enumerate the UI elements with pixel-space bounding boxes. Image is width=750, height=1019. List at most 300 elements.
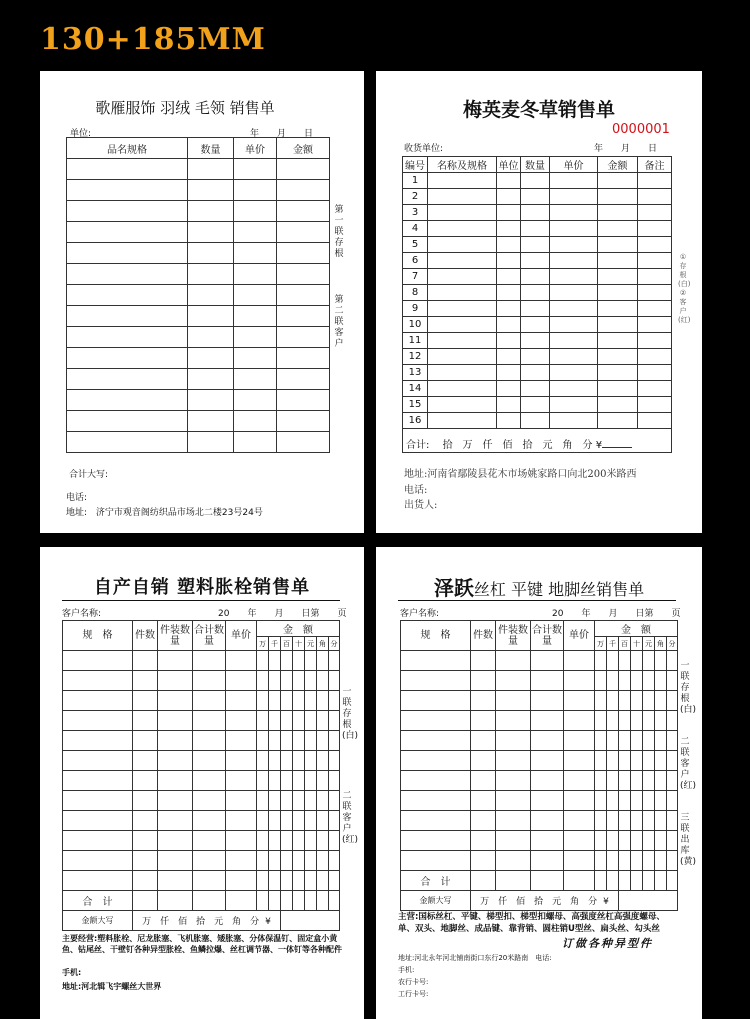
table-cell [643, 831, 655, 851]
table-cell [277, 159, 330, 180]
table-cell [293, 691, 305, 711]
table-cell [257, 851, 269, 871]
table-row [63, 791, 340, 811]
table-cell [595, 691, 607, 711]
table-cell [188, 306, 234, 327]
table-cell [269, 671, 281, 691]
table-cell [598, 173, 638, 189]
mobile-label: 手机: [62, 968, 82, 977]
table-cell [158, 851, 193, 871]
digit-header: 角 [317, 637, 329, 651]
table-cell [257, 671, 269, 691]
table-cell [234, 306, 277, 327]
table-cell [521, 269, 550, 285]
table-cell [655, 691, 667, 711]
table-cell [428, 173, 497, 189]
table-cell [564, 711, 595, 731]
table-cell [317, 871, 329, 891]
table-row [403, 397, 672, 413]
table-cell [234, 285, 277, 306]
table-cell [655, 831, 667, 851]
date-label: 年 月 日 [594, 144, 658, 154]
table-cell [471, 671, 496, 691]
table-cell [598, 349, 638, 365]
table-cell [667, 711, 678, 731]
table-cell [188, 369, 234, 390]
table-row [403, 285, 672, 301]
table-cell [293, 731, 305, 751]
table-row [67, 264, 330, 285]
table-cell [293, 671, 305, 691]
table-cell [329, 811, 340, 831]
capital-label: 金额大写 [401, 891, 471, 911]
address-line [66, 505, 263, 518]
table-row [403, 413, 672, 429]
table-cell [317, 851, 329, 871]
table-cell [667, 811, 678, 831]
table-cell [226, 751, 257, 771]
table-cell [607, 711, 619, 731]
capital-amount [619, 891, 678, 911]
table-cell [598, 205, 638, 221]
table-cell [63, 731, 133, 751]
capital-units-text: 万 仟 佰 拾 元 角 分 [480, 897, 598, 907]
table-cell [63, 691, 133, 711]
column-header: 合计数量 [193, 621, 226, 651]
table-cell [497, 397, 521, 413]
table-cell [158, 771, 193, 791]
table-cell [496, 691, 531, 711]
table-cell [638, 205, 672, 221]
table-cell [598, 221, 638, 237]
size-header: 130+185MM [40, 22, 266, 57]
table-cell [471, 811, 496, 831]
table-cell [496, 711, 531, 731]
table-row [67, 432, 330, 453]
table-cell [595, 671, 607, 691]
table-cell [655, 731, 667, 751]
capital-units [133, 911, 281, 931]
table-cell [277, 327, 330, 348]
table-cell [293, 871, 305, 891]
table-cell [428, 253, 497, 269]
digit-header: 十 [631, 637, 643, 651]
table-cell [226, 791, 257, 811]
sum-label: 合 计 [63, 891, 133, 911]
form-title [376, 572, 702, 601]
table-cell [317, 831, 329, 851]
table-cell [496, 871, 531, 891]
table-row [67, 222, 330, 243]
table-row [67, 201, 330, 222]
table-cell [497, 301, 521, 317]
table-cell [607, 791, 619, 811]
capital-row [401, 891, 678, 911]
table-cell [401, 831, 471, 851]
header-row [63, 621, 340, 637]
copy-label-stub: 一联存根(白) [680, 661, 697, 715]
table-cell [277, 243, 330, 264]
table-cell [257, 691, 269, 711]
table-cell [293, 811, 305, 831]
table-cell [607, 771, 619, 791]
table-cell [497, 173, 521, 189]
table-cell [521, 285, 550, 301]
table-cell [234, 222, 277, 243]
table-cell [281, 811, 293, 831]
table-cell [329, 891, 340, 911]
table-row [67, 327, 330, 348]
table-row [67, 390, 330, 411]
table-cell [277, 390, 330, 411]
address-text: 济宁市观音阁纺织品市场北二楼23号24号 [95, 508, 263, 518]
table-cell [531, 651, 564, 671]
table-cell [269, 791, 281, 811]
table-cell [638, 221, 672, 237]
table-cell [631, 671, 643, 691]
table-cell [67, 222, 188, 243]
total-label: 合计: [406, 440, 430, 451]
table-cell [631, 651, 643, 671]
table-cell [550, 301, 598, 317]
shipper-label: 出货人: [404, 500, 438, 511]
digit-header: 百 [619, 637, 631, 651]
table-cell [329, 671, 340, 691]
table-cell [277, 285, 330, 306]
table-cell [226, 671, 257, 691]
capital-amount [281, 911, 340, 931]
table-cell [67, 327, 188, 348]
table-cell [471, 771, 496, 791]
table-cell [293, 651, 305, 671]
table-cell [293, 791, 305, 811]
table-cell [188, 222, 234, 243]
table-cell [329, 771, 340, 791]
table-cell [496, 651, 531, 671]
table-cell [595, 751, 607, 771]
table-cell [234, 369, 277, 390]
table-cell [63, 871, 133, 891]
table-cell [550, 397, 598, 413]
table-cell [401, 851, 471, 871]
table-cell [226, 851, 257, 871]
table-cell [329, 871, 340, 891]
table-cell [158, 811, 193, 831]
table-cell [67, 432, 188, 453]
table-cell [193, 771, 226, 791]
table-cell [193, 791, 226, 811]
sum-row [401, 871, 678, 891]
table-cell [305, 791, 317, 811]
table-cell [281, 851, 293, 871]
row-number: 10 [403, 317, 428, 333]
table-cell [550, 285, 598, 301]
table-cell [133, 711, 158, 731]
table-cell [619, 831, 631, 851]
form-title: 梅英麦冬草销售单 [462, 99, 615, 121]
sales-form-anchor-bolt [40, 547, 364, 1019]
table-cell [631, 731, 643, 751]
column-header: 金额 [277, 138, 330, 159]
table-cell [329, 651, 340, 671]
table-cell [67, 264, 188, 285]
table-cell [257, 811, 269, 831]
table-row [403, 173, 672, 189]
sales-form-garment [40, 71, 364, 533]
table-cell [531, 831, 564, 851]
capital-label: 金额大写 [63, 911, 133, 931]
table-cell [638, 365, 672, 381]
digit-header: 元 [643, 637, 655, 651]
table-cell [293, 771, 305, 791]
table-cell [521, 381, 550, 397]
table-cell [257, 651, 269, 671]
table-cell [497, 285, 521, 301]
table-cell [595, 851, 607, 871]
table-cell [281, 711, 293, 731]
table-cell [401, 791, 471, 811]
table-cell [67, 348, 188, 369]
table-cell [133, 831, 158, 851]
table-row [67, 159, 330, 180]
table-cell [607, 651, 619, 671]
table-cell [531, 811, 564, 831]
table-cell [619, 691, 631, 711]
copy-label-customer: 二联客户(红) [680, 737, 697, 791]
table-row [63, 651, 340, 671]
table-row [401, 651, 678, 671]
table-cell [471, 731, 496, 751]
table-row [403, 237, 672, 253]
table-row [67, 306, 330, 327]
header-row [401, 621, 678, 637]
table-cell [595, 771, 607, 791]
table-row [63, 731, 340, 751]
table-cell [188, 180, 234, 201]
business-scope: 主要经营:塑料胀栓、尼龙胀塞、飞机胀塞、矮胀塞、分体保温钉、固定盒小黄鱼、钻尾丝、干壁钉各种异型胀栓、鱼鳞拉爆、丝杠调节器、一体钉等各种配件 [62, 934, 342, 954]
customer-label: 客户名称: [400, 609, 440, 619]
table-cell [133, 871, 158, 891]
table-cell [329, 751, 340, 771]
row-number: 7 [403, 269, 428, 285]
phone-label: 电话: [404, 485, 428, 496]
table-cell [234, 390, 277, 411]
table-cell [598, 333, 638, 349]
table-cell [401, 751, 471, 771]
table-cell [598, 397, 638, 413]
table-cell [305, 651, 317, 671]
row-number: 16 [403, 413, 428, 429]
table-cell [496, 771, 531, 791]
table-cell [550, 333, 598, 349]
address-text: 地址:河北辑飞宇螺丝大世界 [62, 982, 162, 991]
table-cell [531, 671, 564, 691]
table-cell [531, 711, 564, 731]
table-cell [619, 711, 631, 731]
table-cell [67, 180, 188, 201]
table-cell [329, 731, 340, 751]
table-cell [631, 751, 643, 771]
table-cell [193, 651, 226, 671]
table-row [401, 671, 678, 691]
row-number: 1 [403, 173, 428, 189]
table-row [67, 411, 330, 432]
table-cell [496, 811, 531, 831]
table-cell [643, 851, 655, 871]
table-cell [595, 731, 607, 751]
table-cell [531, 851, 564, 871]
table-cell [188, 264, 234, 285]
table-cell [497, 269, 521, 285]
table-cell [638, 397, 672, 413]
table-cell [305, 871, 317, 891]
table-cell [521, 349, 550, 365]
table-cell [667, 871, 678, 891]
table-cell [281, 751, 293, 771]
table-cell [631, 831, 643, 851]
table-cell [428, 397, 497, 413]
table-cell [638, 189, 672, 205]
table-cell [257, 751, 269, 771]
table-cell [655, 671, 667, 691]
table-cell [317, 651, 329, 671]
table-cell [305, 731, 317, 751]
table-row [63, 711, 340, 731]
table-cell [595, 791, 607, 811]
customer-label: 客户名称: [62, 609, 102, 619]
table-cell [158, 651, 193, 671]
table-cell [269, 771, 281, 791]
table-cell [305, 851, 317, 871]
table-cell [193, 871, 226, 891]
table-cell [401, 691, 471, 711]
column-header: 规 格 [401, 621, 471, 651]
table-cell [531, 691, 564, 711]
table-cell [638, 285, 672, 301]
table-cell [329, 791, 340, 811]
form-title: 歌雁服饰 羽绒 毛领 销售单 [95, 99, 275, 117]
table-cell [550, 317, 598, 333]
table-cell [269, 731, 281, 751]
table-cell [234, 411, 277, 432]
table-cell [471, 831, 496, 851]
table-cell [643, 691, 655, 711]
table-row [401, 751, 678, 771]
table-cell [277, 432, 330, 453]
table-cell [281, 891, 293, 911]
table-cell [643, 671, 655, 691]
column-header: 件数 [133, 621, 158, 651]
column-header: 金 额 [257, 621, 340, 637]
table-cell [564, 671, 595, 691]
table-cell [428, 189, 497, 205]
total-capital-label: 合计大写: [69, 470, 109, 480]
table-cell [631, 871, 643, 891]
table-cell [667, 691, 678, 711]
table-cell [277, 369, 330, 390]
table-cell [226, 691, 257, 711]
table-cell [496, 831, 531, 851]
table-cell [638, 269, 672, 285]
row-number: 5 [403, 237, 428, 253]
row-number: 4 [403, 221, 428, 237]
table-cell [631, 791, 643, 811]
table-cell [277, 201, 330, 222]
table-cell [497, 253, 521, 269]
table-cell [226, 831, 257, 851]
table-cell [667, 651, 678, 671]
table-cell [564, 871, 595, 891]
copy-label-customer: 第二联客户 [334, 295, 344, 349]
table-cell [133, 751, 158, 771]
table-row [401, 811, 678, 831]
table-cell [428, 221, 497, 237]
table-cell [631, 771, 643, 791]
table-cell [428, 205, 497, 221]
table-cell [631, 711, 643, 731]
table-cell [638, 173, 672, 189]
table-cell [619, 671, 631, 691]
table-cell [133, 651, 158, 671]
table-cell [428, 349, 497, 365]
items-table [400, 620, 678, 911]
table-cell [133, 791, 158, 811]
table-cell [234, 327, 277, 348]
items-table [62, 620, 340, 931]
column-header: 件数 [471, 621, 496, 651]
table-row [67, 243, 330, 264]
table-cell [471, 691, 496, 711]
table-cell [521, 365, 550, 381]
table-cell [234, 201, 277, 222]
table-cell [317, 691, 329, 711]
table-cell [158, 691, 193, 711]
table-cell [471, 751, 496, 771]
table-cell [188, 390, 234, 411]
table-cell [521, 253, 550, 269]
table-cell [550, 413, 598, 429]
table-cell [277, 411, 330, 432]
copy-label-outbound: 三联出库(黄) [680, 813, 697, 867]
column-header: 件装数量 [496, 621, 531, 651]
capital-units [471, 891, 619, 911]
table-cell [277, 180, 330, 201]
mobile-label: 手机: [398, 966, 415, 974]
table-cell [234, 159, 277, 180]
total-row [406, 436, 632, 451]
table-cell [269, 871, 281, 891]
copy-label-stub: 第一联存根 [334, 205, 344, 259]
table-row [67, 348, 330, 369]
row-number: 11 [403, 333, 428, 349]
table-row [403, 317, 672, 333]
table-cell [67, 159, 188, 180]
table-cell [619, 811, 631, 831]
table-cell [281, 771, 293, 791]
title-underline [398, 600, 676, 601]
table-cell [655, 751, 667, 771]
table-cell [401, 811, 471, 831]
table-cell [317, 771, 329, 791]
table-cell [257, 711, 269, 731]
table-cell [67, 390, 188, 411]
table-cell [655, 811, 667, 831]
table-cell [305, 811, 317, 831]
table-cell [277, 306, 330, 327]
total-units: 拾 万 仟 佰 拾 元 角 分 [442, 440, 593, 451]
digit-header: 角 [655, 637, 667, 651]
table-cell [497, 189, 521, 205]
